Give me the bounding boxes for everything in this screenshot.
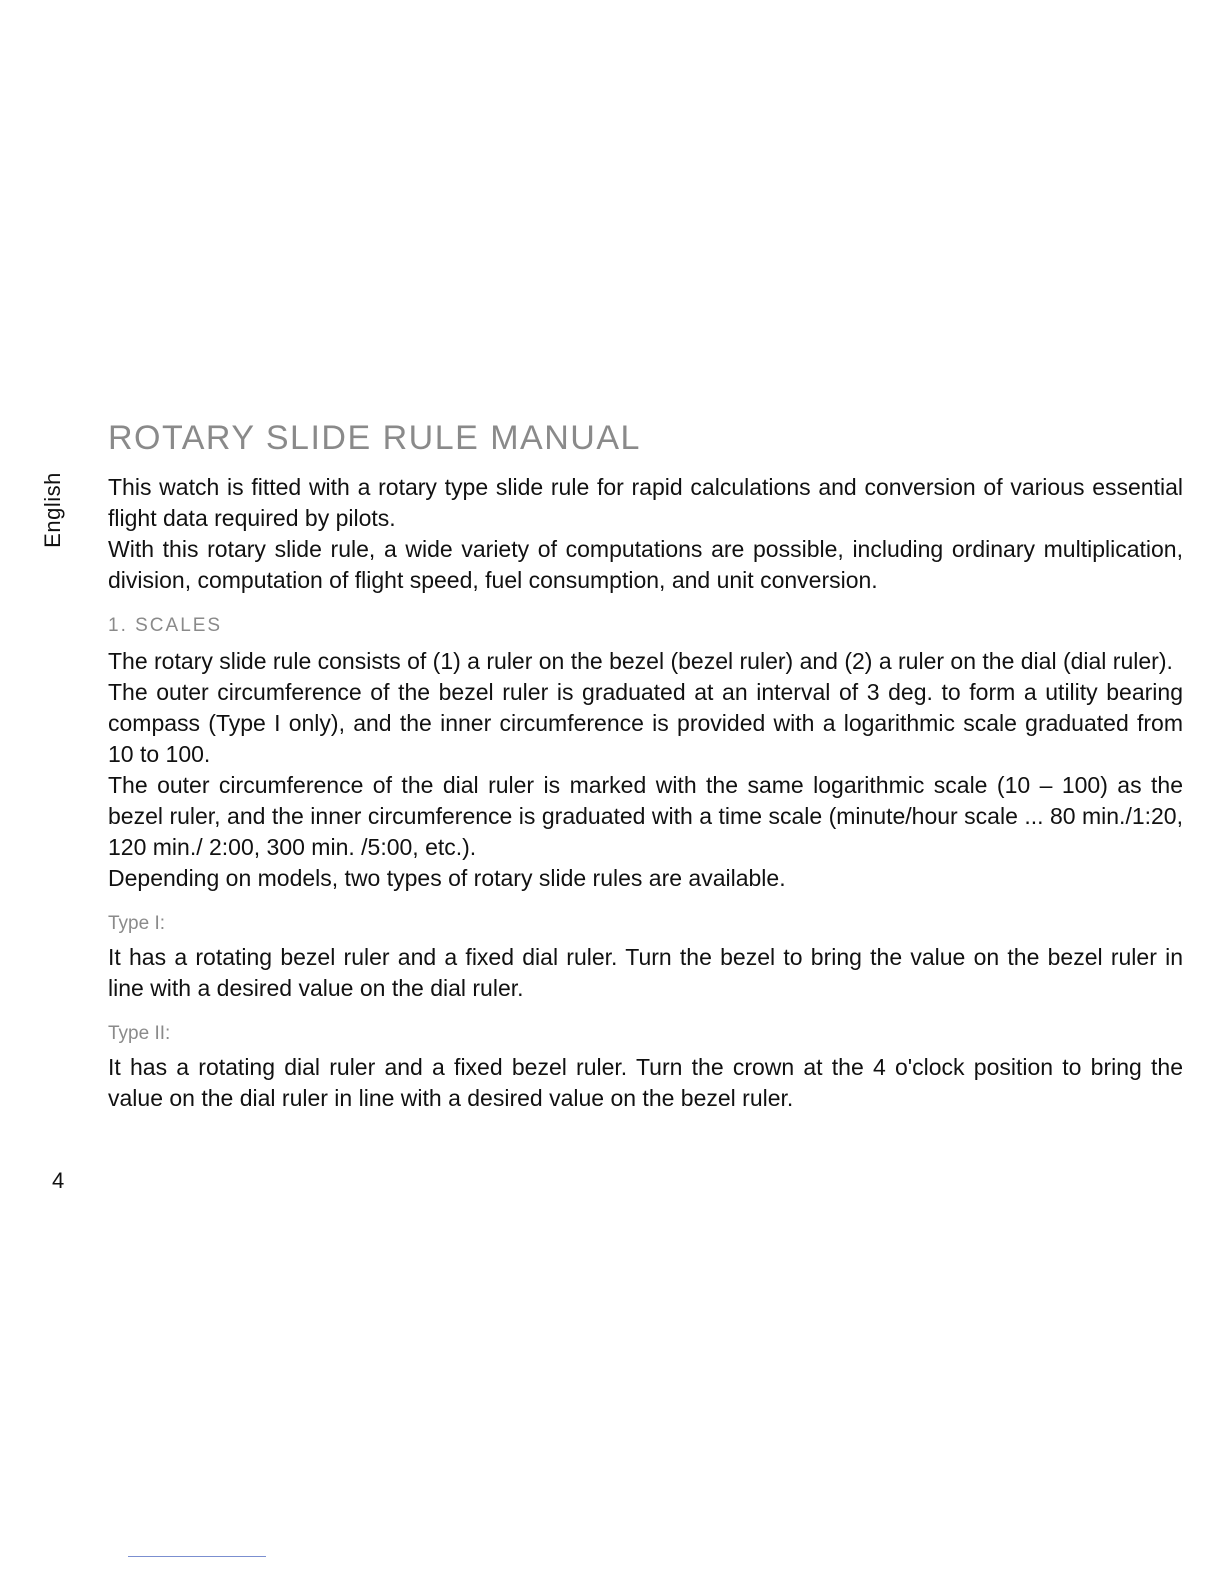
scales-paragraph-2: The outer circumference of the bezel ruler is graduated at an interval of 3 deg. to form a utility bearing compass (Type I only), and the inner circumference is provided with a logarithmic scale graduated from 10 to 100. bbox=[108, 679, 1183, 767]
language-tab bbox=[38, 460, 68, 560]
page-number: 4 bbox=[52, 1168, 65, 1193]
scales-paragraph-4: Depending on models, two types of rotary slide rules are available. bbox=[108, 865, 786, 891]
page-title: ROTARY SLIDE RULE MANUAL bbox=[108, 419, 641, 457]
intro-paragraph-1: This watch is fitted with a rotary type slide rule for rapid calculations and conversion of various essential flight data required by pilots. bbox=[108, 474, 1183, 531]
section-heading-scales: 1. SCALES bbox=[108, 615, 223, 636]
type-2-text: It has a rotating dial ruler and a fixed bezel ruler. Turn the crown at the 4 o'clock position to bring the value on the dial ruler in line with a desired value on the bezel ruler. bbox=[108, 1054, 1183, 1111]
footer-divider bbox=[128, 1556, 266, 1557]
page-content bbox=[108, 418, 1183, 1114]
scales-paragraph-1: The rotary slide rule consists of (1) a ruler on the bezel (bezel ruler) and (2) a ruler on the dial (dial ruler). bbox=[108, 648, 1173, 674]
intro-paragraph-2: With this rotary slide rule, a wide variety of computations are possible, including ordinary multiplication, division, computation of flight speed, fuel consumption, and unit conversion. bbox=[108, 536, 1183, 593]
type-1-text: It has a rotating bezel ruler and a fixed dial ruler. Turn the bezel to bring the value on the bezel ruler in line with a desired value on the dial ruler. bbox=[108, 944, 1183, 1001]
language-label: English bbox=[40, 472, 65, 548]
scales-paragraph-3: The outer circumference of the dial ruler is marked with the same logarithmic scale (10 – 100) as the bezel ruler, and the inner circumference is graduated with a time scale (minute/hour scale ... 80 min./1:20, 120 min./ 2:00, 300 min. /5:00, etc.). bbox=[108, 772, 1183, 860]
type-1-heading: Type I: bbox=[108, 913, 166, 934]
type-2-heading: Type II: bbox=[108, 1023, 171, 1044]
